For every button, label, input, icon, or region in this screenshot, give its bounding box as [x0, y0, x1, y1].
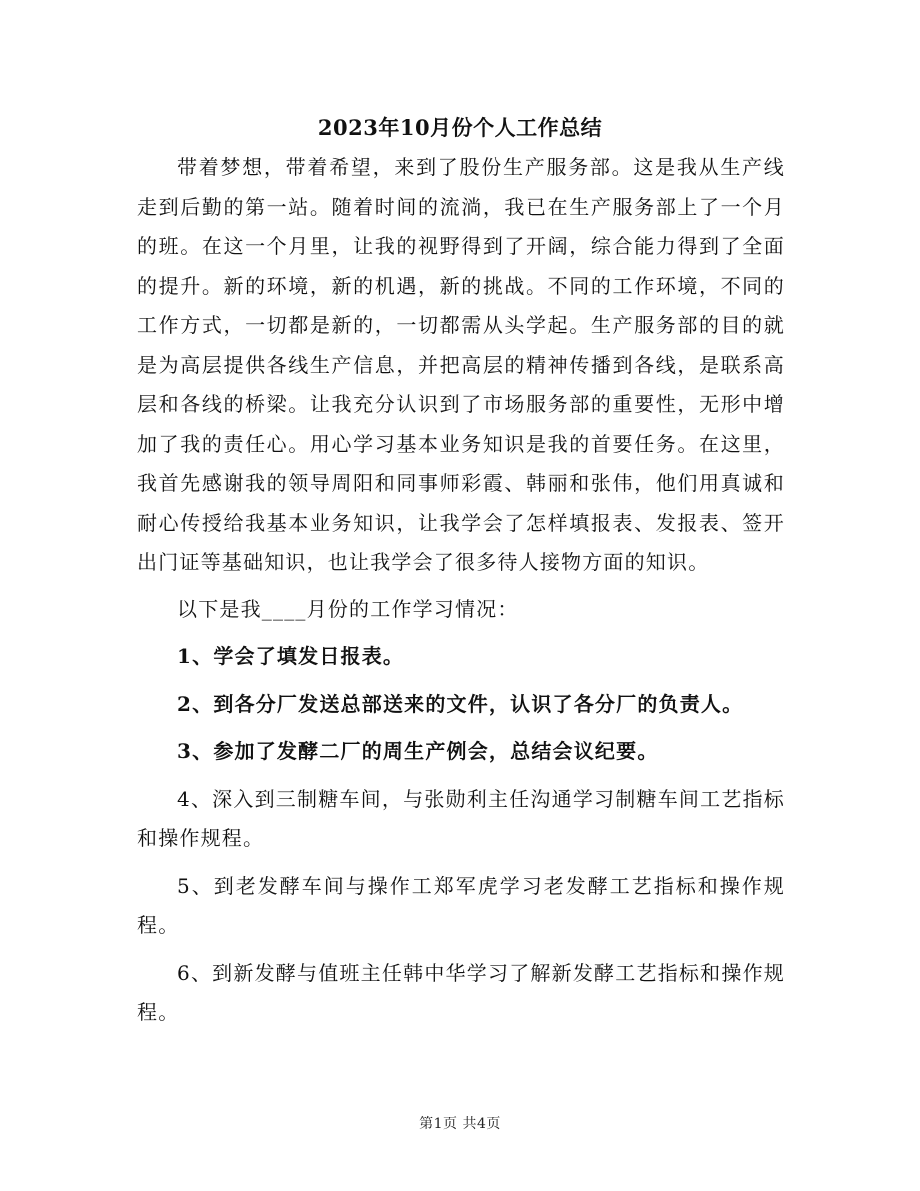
- page-number-footer: 第1页 共4页: [419, 1116, 501, 1132]
- list-item-1: 1、学会了填发日报表。: [177, 644, 405, 668]
- intro-paragraph: 带着梦想，带着希望，来到了股份生产服务部。这是我从生产线走到后勤的第一站。随着时间的流淌，我已在生产服务部上了一个月的班。在这一个月里，让我的视野得到了开阔，综合能力得到了全面的提升。新的环境，新的机遇，新的挑战。不同的工作环境，不同的工作方式，一切都是新的，一切都需从头学起。生产服务部的目的就是为高层提供各线生产信息，并把高层的精神传播到各线，是联系高层和各线的桥梁。让我充分认识到了市场服务部的重要性，无形中增加了我的责任心。用心学习基本业务知识是我的首要任务。在这里，我首先感谢我的领导周阳和同事师彩霞、韩丽和张伟，他们用真诚和耐心传授给我基本业务知识，让我学会了怎样填报表、发报表、签开出门证等基础知识，也让我学会了很多待人接物方面的知识。: [137, 155, 785, 574]
- list-item-4: 4、深入到三制糖车间，与张勋利主任沟通学习制糖车间工艺指标和操作规程。: [137, 786, 785, 850]
- list-item-3: 3、参加了发酵二厂的周生产例会，总结会议纪要。: [177, 739, 659, 763]
- lead-in-line: 以下是我____月份的工作学习情况：: [177, 596, 519, 621]
- document-title: 2023年10月份个人工作总结: [317, 115, 603, 140]
- document-body: [137, 148, 785, 1033]
- list-item-2: 2、到各分厂发送总部送来的文件，认识了各分厂的负责人。: [177, 691, 744, 716]
- list-item-5: 5、到老发酵车间与操作工郑军虎学习老发酵工艺指标和操作规程。: [137, 873, 785, 937]
- list-item-6: 6、到新发酵与值班主任韩中华学习了解新发酵工艺指标和操作规程。: [137, 960, 785, 1024]
